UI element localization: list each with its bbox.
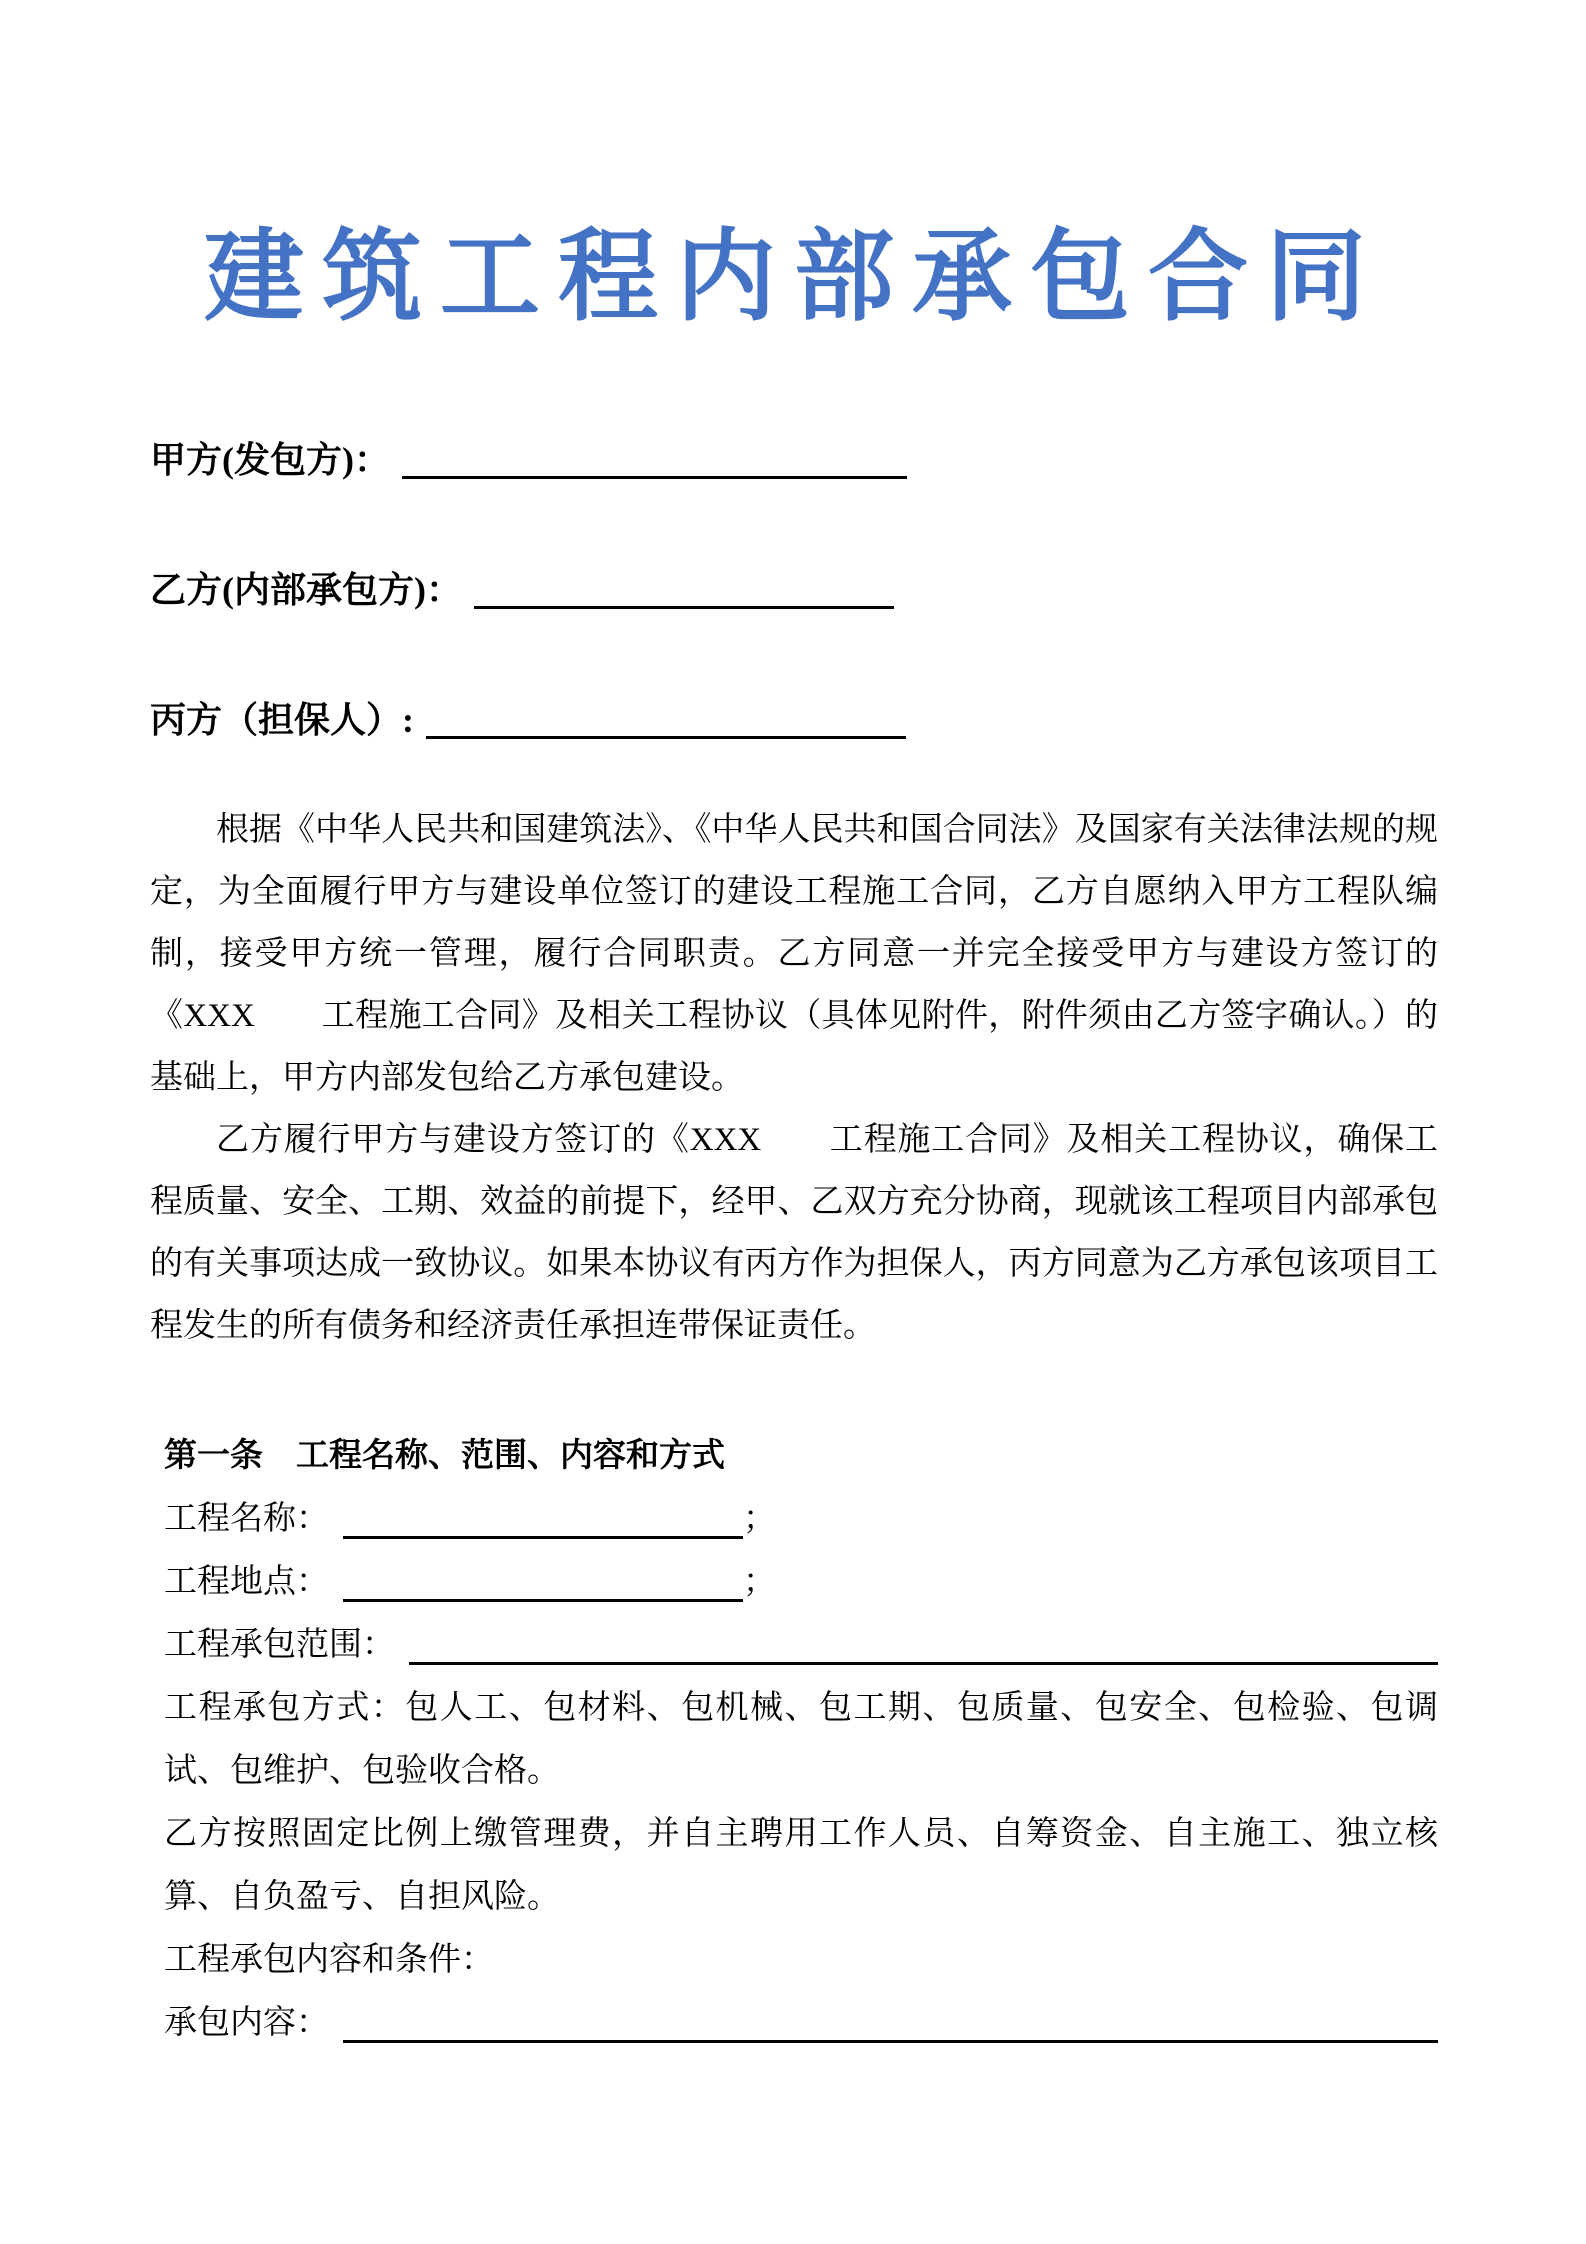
content-conditions-line <box>164 1929 1438 1992</box>
contract-content-line <box>164 1992 1438 2055</box>
project-location-semicolon: ； <box>743 1564 776 1600</box>
project-location-line <box>164 1551 1438 1614</box>
party-c-label: 丙方（担保人）: <box>150 700 414 740</box>
document-title: 建筑工程内部承包合同 <box>204 222 1384 333</box>
project-name-blank-field[interactable] <box>343 1536 743 1539</box>
party-c-line <box>150 695 1438 743</box>
contract-method-text: 工程承包方式：包人工、包材料、包机械、包工期、包质量、包安全、包检验、包调试、包维护、包验收合格。 <box>164 1690 1438 1789</box>
project-name-line <box>164 1488 1438 1551</box>
project-location-blank-field[interactable] <box>343 1599 743 1602</box>
party-a-label: 甲方(发包方)： <box>150 440 390 480</box>
content-conditions-label: 工程承包内容和条件： <box>164 1942 494 1978</box>
article-1-section <box>150 1425 1438 2055</box>
preamble-paragraph-2: 乙方履行甲方与建设方签订的《XXX 工程施工合同》及相关工程协议，确保工程质量、安全、工期、效益的前提下，经甲、乙双方充分协商，现就该工程项目内部承包的有关事项达成一致协议。如果本协议有丙方作为担保人，丙方同意为乙方承包该项目工程发生的所有债务和经济责任承担连带保证责任。 <box>150 1122 1438 1344</box>
party-b-label: 乙方(内部承包方)： <box>150 570 462 610</box>
management-fee-text: 乙方按照固定比例上缴管理费，并自主聘用工作人员、自筹资金、自主施工、独立核算、自负盈亏、自担风险。 <box>164 1816 1438 1915</box>
contract-content-label: 承包内容： <box>164 2005 329 2041</box>
contract-scope-label: 工程承包范围： <box>164 1627 395 1663</box>
project-name-label: 工程名称： <box>164 1501 329 1537</box>
preamble-paragraph-1: 根据《中华人民共和国建筑法》、《中华人民共和国合同法》及国家有关法律法规的规定，为全面履行甲方与建设单位签订的建设工程施工合同，乙方自愿纳入甲方工程队编制，接受甲方统一管理，履行合同职责。乙方同意一并完全接受甲方与建设方签订的《XXX 工程施工合同》及相关工程协议（具体见附件，附件须由乙方签字确认。）的基础上，甲方内部发包给乙方承包建设。 <box>150 812 1438 1096</box>
party-a-line <box>150 435 1438 483</box>
article-1-heading: 第一条 工程名称、范围、内容和方式 <box>164 1438 725 1474</box>
party-b-line <box>150 565 1438 613</box>
party-a-name-blank-field[interactable] <box>402 476 907 479</box>
party-c-name-blank-field[interactable] <box>426 736 906 739</box>
contract-content-blank-field[interactable] <box>343 2040 1438 2043</box>
party-b-name-blank-field[interactable] <box>474 606 894 609</box>
project-location-label: 工程地点： <box>164 1564 329 1600</box>
contract-scope-line <box>164 1614 1438 1677</box>
preamble-section <box>150 799 1438 1357</box>
project-name-semicolon: ； <box>743 1501 776 1537</box>
parties-section <box>150 435 1438 743</box>
contract-scope-blank-field[interactable] <box>409 1662 1438 1665</box>
